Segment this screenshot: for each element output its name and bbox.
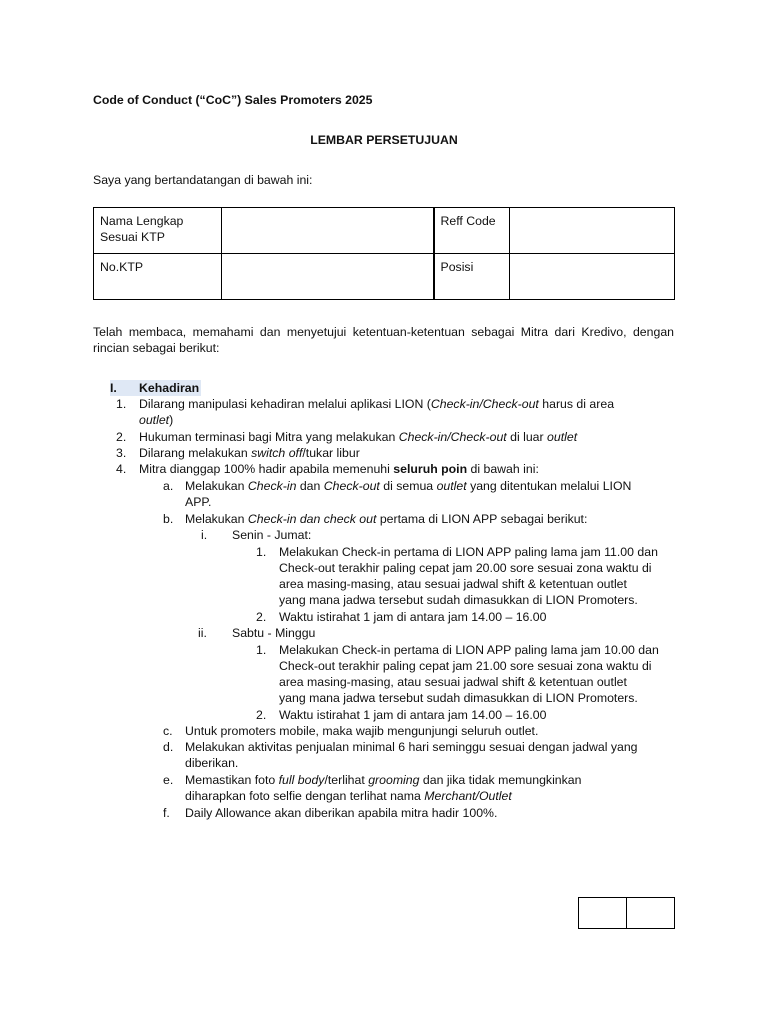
reff-code-label: Reff Code (434, 208, 510, 254)
full-name-field[interactable] (222, 208, 434, 254)
list-item-number: 4. (116, 462, 127, 476)
schedule-point-text: Waktu istirahat 1 jam di antara jam 14.00 – 16.00 (279, 708, 547, 722)
schedule-point-number: 2. (256, 708, 267, 722)
schedule-point-text: Melakukan Check-in pertama di LION APP paling lama jam 11.00 dan (279, 545, 658, 559)
schedule-point-number: 1. (256, 643, 267, 657)
list-item-text: Hukuman terminasi bagi Mitra yang melakukan Check-in/Check-out di luar outlet (139, 430, 578, 444)
section-heading (110, 380, 201, 396)
sublist-letter: d. (163, 740, 174, 754)
reff-code-field[interactable] (510, 208, 675, 254)
schedule-point-number: 2. (256, 610, 267, 624)
sublist-text-continued: diharapkan foto selfie dengan terlihat nama Merchant/Outlet (185, 789, 512, 803)
schedule-point-text: Check-out terakhir paling cepat jam 21.00 sore sesuai zona waktu di (279, 659, 652, 673)
list-item-text: Dilarang manipulasi kehadiran melalui aplikasi LION (Check-in/Check-out harus di area (139, 397, 615, 411)
full-name-label: Nama Lengkap Sesuai KTP (94, 208, 222, 254)
position-label: Posisi (434, 254, 510, 300)
section-number: I. (110, 381, 117, 395)
sublist-letter: e. (163, 773, 174, 787)
sublist-text: Memastikan foto full body/terlihat grooming dan jika tidak memungkinkan (185, 773, 582, 787)
sublist-letter: a. (163, 479, 174, 493)
sublist-text-continued: APP. (185, 495, 212, 509)
sublist-letter: f. (163, 806, 170, 820)
identity-form-table (93, 207, 675, 300)
list-item-text-continued: outlet) (139, 413, 174, 427)
list-item-text: Mitra dianggap 100% hadir apabila memenuhi seluruh poin di bawah ini: (139, 462, 539, 476)
sublist-letter: c. (163, 724, 173, 738)
schedule-point-text: area masing-masing, atau sesuai jadwal shift & ketentuan outlet (279, 675, 627, 689)
sublist-text: Daily Allowance akan diberikan apabila mitra hadir 100%. (185, 806, 498, 820)
roman-numeral: ii. (198, 626, 207, 640)
schedule-point-text: yang mana jadwa tersebut sudah dimasukkan di LION Promoters. (279, 593, 638, 607)
list-item-number: 3. (116, 446, 127, 460)
list-item-number: 1. (116, 397, 127, 411)
list-item-text: Dilarang melakukan switch off/tukar libur (139, 446, 360, 460)
document-title: Code of Conduct (“CoC”) Sales Promoters 2025 (93, 93, 373, 107)
list-item-number: 2. (116, 430, 127, 444)
schedule-point-text: Check-out terakhir paling cepat jam 20.00 sore sesuai zona waktu di (279, 561, 652, 575)
initials-box (578, 897, 675, 929)
schedule-label: Senin - Jumat: (232, 528, 312, 542)
position-field[interactable] (510, 254, 675, 300)
intro-text: Saya yang bertandatangan di bawah ini: (93, 173, 313, 187)
sublist-text: Melakukan Check-in dan check out pertama di LION APP sebagai berikut: (185, 512, 588, 526)
sublist-text: Melakukan aktivitas penjualan minimal 6 hari seminggu sesuai dengan jadwal yang (185, 740, 638, 754)
ktp-label: No.KTP (94, 254, 222, 300)
agreement-paragraph: Telah membaca, memahami dan menyetujui ketentuan-ketentuan sebagai Mitra dari Kredivo, dengan rincian sebagai berikut: (93, 325, 674, 356)
schedule-point-text: area masing-masing, atau sesuai jadwal shift & ketentuan outlet (279, 577, 627, 591)
ktp-field[interactable] (222, 254, 434, 300)
initials-cell-left[interactable] (579, 898, 626, 928)
roman-numeral: i. (201, 528, 208, 542)
schedule-point-text: Waktu istirahat 1 jam di antara jam 14.00 – 16.00 (279, 610, 547, 624)
sublist-text-continued: diberikan. (185, 756, 239, 770)
schedule-point-number: 1. (256, 545, 267, 559)
sublist-text: Melakukan Check-in dan Check-out di semua outlet yang ditentukan melalui LION (185, 479, 632, 493)
sublist-letter: b. (163, 512, 174, 526)
section-title: Kehadiran (139, 381, 200, 395)
initials-cell-right[interactable] (626, 898, 674, 928)
schedule-point-text: Melakukan Check-in pertama di LION APP paling lama jam 10.00 dan (279, 643, 659, 657)
document-subtitle: LEMBAR PERSETUJUAN (310, 133, 458, 147)
schedule-label: Sabtu - Minggu (232, 626, 316, 640)
schedule-point-text: yang mana jadwa tersebut sudah dimasukkan di LION Promoters. (279, 691, 638, 705)
sublist-text: Untuk promoters mobile, maka wajib mengunjungi seluruh outlet. (185, 724, 539, 738)
